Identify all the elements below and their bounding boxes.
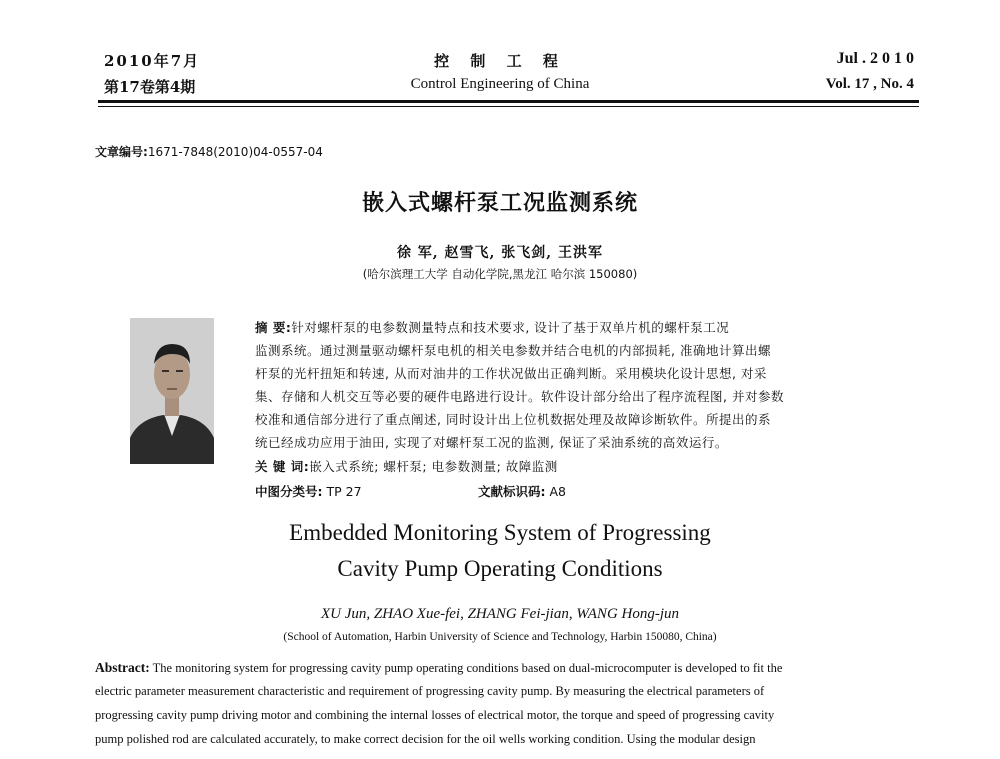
journal-name-cn: 控 制 工 程 (434, 52, 566, 70)
author-photo (130, 318, 214, 464)
affiliation-cn: (哈尔滨理工大学 自动化学院,黑龙江 哈尔滨 150080) (362, 267, 638, 281)
abstract-en-label: Abstract: (95, 660, 150, 675)
title-en-line-2: Cavity Pump Operating Conditions (337, 556, 663, 581)
clc-number (255, 482, 362, 500)
document-code (478, 482, 566, 500)
abstract-cn-text: 针对螺杆泵的电参数测量特点和技术要求, 设计了基于双单片机的螺杆泵工况 (291, 320, 730, 335)
abstract-en-line: electric parameter measurement characteristic and requirement of progressing cavity pump. By measuring the electrical parameters of (95, 684, 765, 698)
abstract-en-line: pump polished rod are calculated accurately, to make correct decision for the oil wells working condition. Using the modular design (95, 732, 756, 746)
abstract-cn-line: 统已经成功应用于油田, 实现了对螺杆泵工况的监测, 保证了采油系统的高效运行。 (255, 435, 728, 450)
abstract-cn-line: 监测系统。通过测量驱动螺杆泵电机的相关电参数并结合电机的内部损耗, 准确地计算出螺 (255, 343, 771, 358)
title-cn: 嵌入式螺杆泵工况监测系统 (361, 191, 638, 216)
abstract-cn-label: 摘 要: (255, 320, 292, 335)
issue-date-en: Jul . 2 0 1 0 (836, 50, 914, 67)
journal-name-en: Control Engineering of China (410, 76, 590, 92)
header-rule-thick (98, 100, 919, 103)
issue-volume-en: Vol. 17 , No. 4 (825, 76, 914, 92)
title-en-line-1: Embedded Monitoring System of Progressing (289, 520, 711, 545)
author-portrait-image (130, 318, 214, 464)
clc-value: TP 27 (326, 484, 362, 499)
article-number-label: 文章编号: (95, 145, 148, 159)
article-number (95, 143, 323, 160)
header-rule-thin (98, 106, 919, 107)
document-code-value: A8 (549, 484, 566, 499)
abstract-en-line: progressing cavity pump driving motor and combining the internal losses of electrical motor, the torque and speed of progressing cavity (95, 708, 775, 722)
keywords-cn-value: 嵌入式系统; 螺杆泵; 电参数测量; 故障监测 (309, 459, 558, 474)
issue-date-cn: 2010年7月 (104, 52, 201, 70)
document-code-label: 文献标识码: (478, 484, 546, 499)
affiliation-en: (School of Automation, Harbin University of Science and Technology, Harbin 150080, China) (283, 631, 717, 643)
abstract-cn-line: 杆泵的光杆扭矩和转速, 从而对油井的工作状况做出正确判断。采用模块化设计思想, 对采 (255, 366, 767, 381)
issue-volume-cn: 第17卷第4期 (104, 78, 196, 96)
abstract-cn-line: 集、存储和人机交互等必要的硬件电路进行设计。软件设计部分给出了程序流程图, 并对参数 (255, 389, 784, 404)
keywords-cn (255, 457, 905, 475)
abstract-cn-line (255, 318, 905, 336)
abstract-en-text: The monitoring system for progressing cavity pump operating conditions based on dual-microcomputer is developed to fit the (152, 661, 783, 675)
abstract-cn-line: 校准和通信部分进行了重点阐述, 同时设计出上位机数据处理及故障诊断软件。所提出的系 (255, 412, 771, 427)
abstract-en-line (95, 660, 917, 676)
article-number-value: 1671-7848(2010)04-0557-04 (147, 145, 323, 159)
authors-cn: 徐 军, 赵雪飞, 张飞剑, 王洪军 (396, 245, 604, 261)
clc-label: 中图分类号: (255, 484, 323, 499)
keywords-cn-label: 关 键 词: (255, 459, 310, 474)
authors-en: XU Jun, ZHAO Xue-fei, ZHANG Fei-jian, WANG Hong-jun (320, 606, 680, 622)
